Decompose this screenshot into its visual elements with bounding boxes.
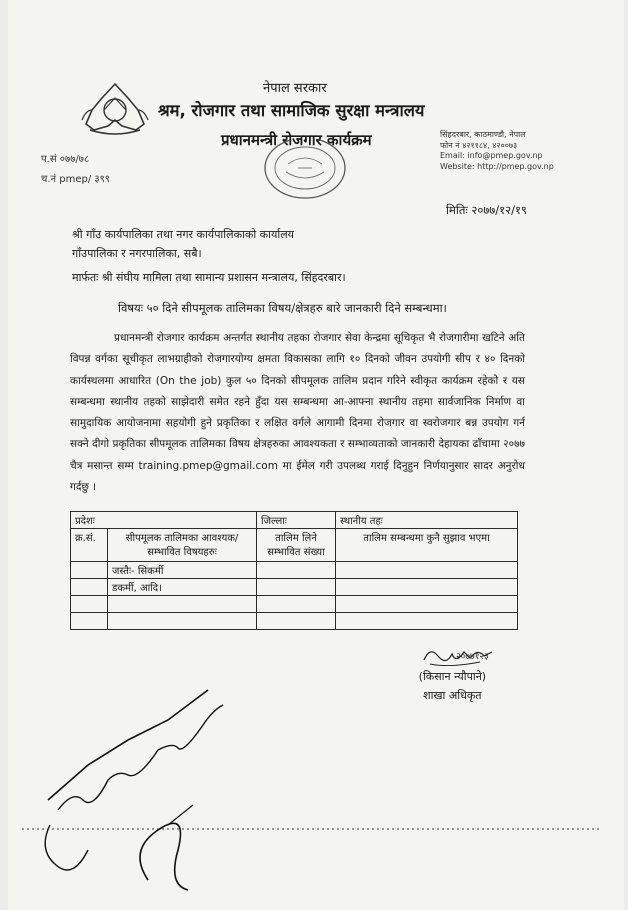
signature-initials: २०७७१२३	[456, 652, 489, 662]
col-suggestion-header: तालिम सम्बन्धमा कुनै सुझाव भएमा	[336, 529, 518, 562]
signatory-title: शाखा अधिकृत	[423, 689, 482, 702]
local-level-cell	[336, 512, 518, 529]
province-label: प्रदेशः	[75, 516, 95, 527]
addressee-line-1: श्री गाँउ कार्यपालिका तथा नगर कार्यपालिकाको कार्यालय	[72, 228, 295, 241]
form-column-headers	[71, 529, 518, 562]
contact-website: Website: http://pmep.gov.np	[440, 161, 554, 171]
contact-address: सिंहदरबार, काठमाण्डौ, नेपाल	[440, 130, 526, 139]
letter-number: प.सं ०७७/७८	[41, 154, 90, 165]
signatory-name: (किसान न्यौपाने)	[418, 670, 487, 683]
district-cell	[257, 512, 336, 529]
table-row	[71, 562, 518, 579]
government-name: नेपाल सरकार	[263, 81, 327, 96]
office-seal-stamp	[258, 140, 353, 202]
response-form-table	[70, 511, 518, 630]
table-row	[71, 596, 518, 613]
body-paragraph: प्रधानमन्त्री रोजगार कार्यक्रम अन्तर्गत स्थानीय तहका रोजगार सेवा केन्द्रमा सूचिकृत भै रोजगारीमा खटिने अति विपन्न वर्गका सूचीकृत लाभग्राहीको रोजगारयोग्य क्षमता विकासका लागि १० दिनको जीवन उपयोगी सीप र ४० दिनको कार्यस्थलमा आधारित (On the job) कुल ५० दिनको सीपमूलक तालिम प्रदान गरिने स्वीकृत कार्यक्रम रहेकोे र यस सम्बन्धमा स्थानीय तहको साझेदारी समेत रहने हुँदा यस सम्बन्धमा आ-आफ्ना स्थानीय तहमा सार्वजानिक निर्माण वा सामुदायिक आयोजनामा सहयोगी हुने प्रकृतिका र लक्षित वर्गले आगामी दिनमा रोजगार वा स्वरोजगार बन्न उपयोग गर्न सक्ने दीगो प्रकृतिका सीपमूलक तालिमका विषय क्षेत्रहरुका आवश्यकता र सम्भाव्यताको जानकारी देहायका ढाँचामा २०७७ चैत्र मसान्त सम्म training.pmep@gmail.com मा ईमेल गरी उपलब्ध गराई दिनुहुन निर्णयानुसार सादर अनुरोध गर्दछु ।	[70, 332, 525, 494]
ministry-name: श्रम, रोजगार तथा सामाजिक सुरक्षा मन्त्रालय	[158, 101, 425, 120]
district-label: जिल्लाः	[261, 516, 287, 527]
table-row	[71, 579, 518, 596]
col-training-header: सीपमूलक तालिमका आवश्यक/सम्भावित विषयहरुः	[108, 529, 257, 562]
letter-page	[8, 0, 624, 910]
contact-email: Email: info@pmep.gov.np	[440, 151, 543, 160]
table-row	[71, 613, 518, 630]
divider-dashed-line	[22, 828, 602, 830]
reference-numbers	[41, 150, 110, 190]
col-count-header: तालिम लिने सम्भावित संख्या	[257, 529, 336, 562]
example-row-2: डकर्मी, आदि।	[108, 579, 257, 596]
province-cell	[71, 512, 257, 529]
dispatch-number: च.नं pmep/ ३९९	[41, 174, 110, 185]
addressee	[72, 225, 294, 263]
col-sn-header: क्र.सं.	[71, 529, 108, 562]
local-level-label: स्थानीय तहः	[340, 516, 383, 527]
handwritten-note-scribble	[28, 650, 288, 900]
program-name: प्रधानमन्त्री रोजगार कार्यक्रम	[221, 131, 372, 149]
letter-date: मितिः २०७७/१२/१९	[446, 203, 527, 217]
nepal-government-emblem	[80, 80, 150, 138]
contact-info	[440, 130, 554, 172]
contact-phone: फोन नं ४२११८४, ४२००७३	[440, 140, 518, 150]
addressee-line-2: गाँउपालिका र नगरपालिका, सबै।	[72, 247, 202, 260]
example-row-1: जस्तैः- सिकर्मी	[108, 562, 257, 579]
via-line: मार्फतः श्री संघीय मामिला तथा सामान्य प्रशासन मन्त्रालय, सिंहदरबार।	[72, 271, 346, 284]
letter-body	[70, 328, 525, 498]
signature-block	[416, 648, 489, 705]
form-header-row	[71, 512, 518, 529]
subject-line: विषयः ५० दिने सीपमूलक तालिमका विषय/क्षेत्रहरु बारे जानकारी दिने सम्बन्धमा।	[118, 301, 447, 315]
